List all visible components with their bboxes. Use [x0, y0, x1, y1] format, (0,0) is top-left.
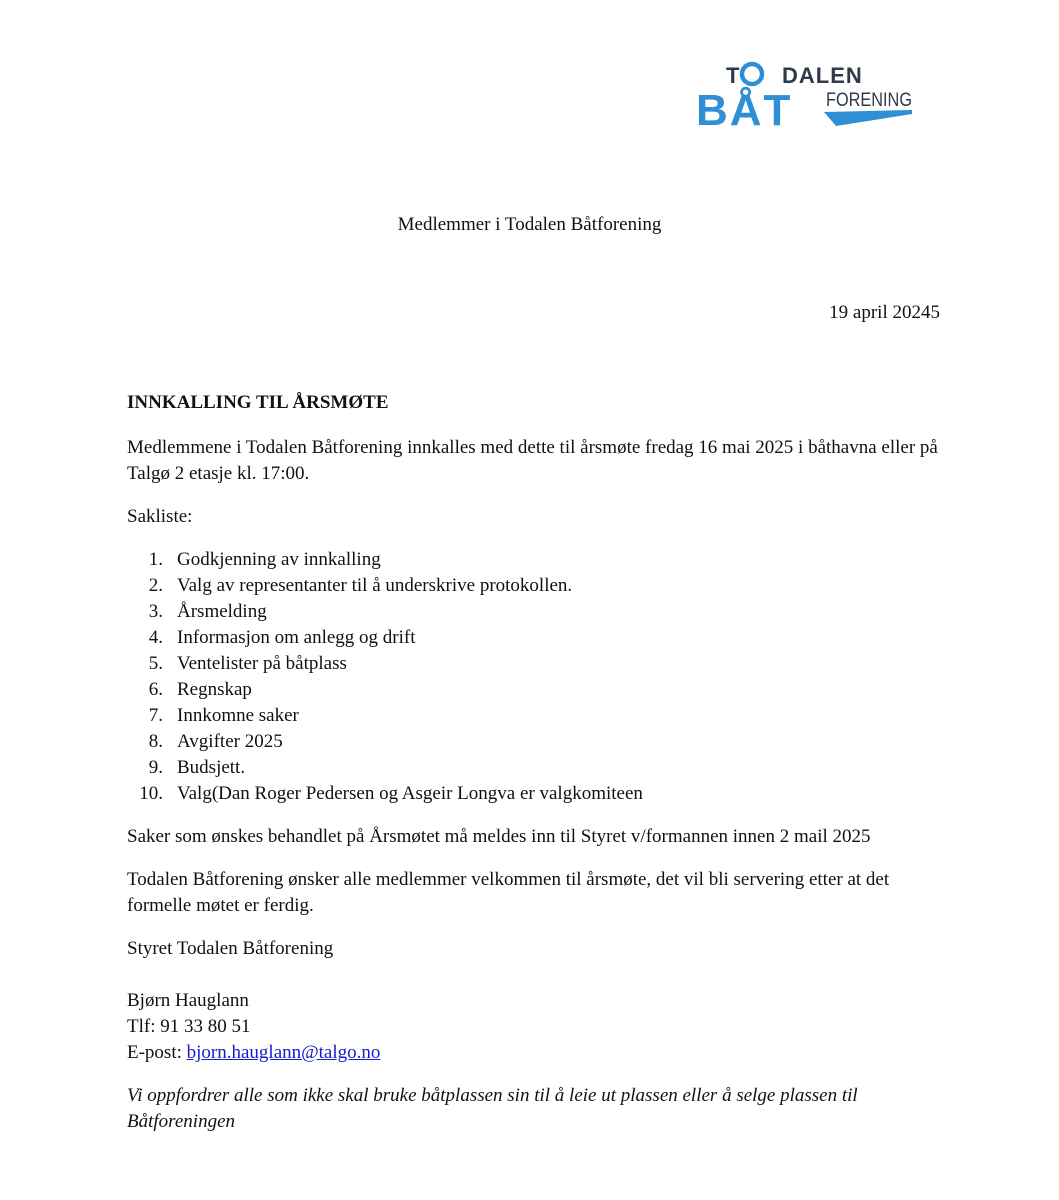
- agenda-item: [127, 547, 939, 573]
- agenda-item: [127, 625, 939, 651]
- agenda-item-number: 6.: [148, 679, 163, 700]
- agenda-item-number: 8.: [148, 731, 163, 752]
- welcome-paragraph: Todalen Båtforening ønsker alle medlemmer velkommen til årsmøte, det vil bli servering etter at det formelle møtet er ferdig.: [127, 869, 890, 916]
- agenda-item: [127, 599, 939, 625]
- intro-paragraph: Medlemmene i Todalen Båtforening innkalles med dette til årsmøte fredag 16 mai 2025 i båthavna eller på Talgø 2 etasje kl. 17:00.: [127, 437, 938, 484]
- contact-email-line: [127, 1040, 939, 1066]
- letter-body: [127, 390, 939, 1135]
- agenda-item-number: 10.: [139, 783, 163, 804]
- todalen-batforening-logo: [696, 60, 916, 135]
- agenda-item: [127, 755, 939, 781]
- agenda-item-text: Innkomne saker: [177, 705, 299, 726]
- agenda-item-number: 4.: [148, 627, 163, 648]
- svg-text:BÅT: BÅT: [696, 86, 793, 135]
- agenda-item-number: 9.: [148, 757, 163, 778]
- agenda-item-text: Regnskap: [177, 679, 252, 700]
- svg-text:DALEN: DALEN: [782, 63, 863, 88]
- agenda-item: [127, 677, 939, 703]
- closing-note: Vi oppfordrer alle som ikke skal bruke båtplassen sin til å leie ut plassen eller å selge plassen til Båtforeningen: [127, 1085, 858, 1132]
- agenda-item: [127, 729, 939, 755]
- agenda-item-number: 3.: [148, 601, 163, 622]
- letter-heading: INNKALLING TIL ÅRSMØTE: [127, 392, 389, 413]
- agenda-item-text: Årsmelding: [177, 601, 267, 622]
- agenda-item-text: Valg(Dan Roger Pedersen og Asgeir Longva er valgkomiteen: [177, 783, 643, 804]
- agenda-item-text: Ventelister på båtplass: [177, 653, 347, 674]
- contact-email-label: E-post:: [127, 1042, 187, 1063]
- board-signature: Styret Todalen Båtforening: [127, 938, 334, 959]
- agenda-item-text: Budsjett.: [177, 757, 246, 778]
- agenda-item-number: 1.: [148, 549, 163, 570]
- agenda-item-text: Valg av representanter til å underskrive protokollen.: [177, 575, 573, 596]
- agenda-item: [127, 573, 939, 599]
- agenda-item-text: Informasjon om anlegg og drift: [177, 627, 416, 648]
- agenda-item-number: 7.: [148, 705, 163, 726]
- contact-name: Bjørn Hauglann: [127, 990, 249, 1011]
- agenda-item-text: Avgifter 2025: [177, 731, 283, 752]
- svg-text:FORENING: FORENING: [826, 90, 912, 111]
- agenda-item-number: 2.: [148, 575, 163, 596]
- agenda-label: Sakliste:: [127, 506, 193, 527]
- submission-note: Saker som ønskes behandlet på Årsmøtet må meldes inn til Styret v/formannen innen 2 mail 2025: [127, 826, 871, 847]
- recipient-line: Medlemmer i Todalen Båtforening: [397, 214, 662, 235]
- svg-text:T: T: [726, 63, 740, 88]
- agenda-item: [127, 651, 939, 677]
- contact-block: [127, 988, 939, 1066]
- letter-date: 19 april 20245: [829, 302, 940, 323]
- agenda-list: [127, 547, 939, 807]
- agenda-item-text: Godkjenning av innkalling: [177, 549, 381, 570]
- agenda-item-number: 5.: [148, 653, 163, 674]
- agenda-item: [127, 781, 939, 807]
- agenda-item: [127, 703, 939, 729]
- contact-phone: Tlf: 91 33 80 51: [127, 1016, 251, 1037]
- contact-email-link[interactable]: bjorn.hauglann@talgo.no: [186, 1042, 381, 1063]
